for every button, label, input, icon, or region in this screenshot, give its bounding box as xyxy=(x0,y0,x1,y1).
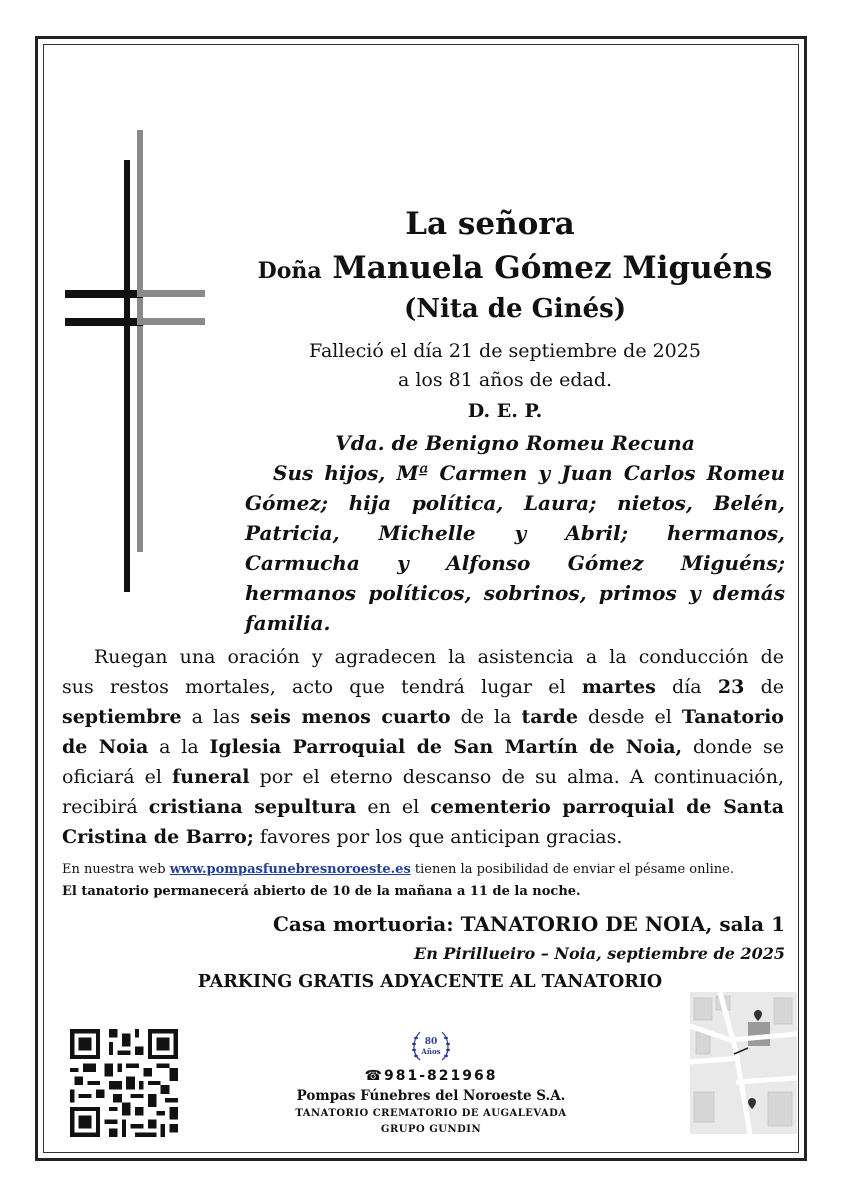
age: a los 81 años de edad. xyxy=(397,369,613,391)
family-line: hermanos políticos, sobrinos, primos y demás xyxy=(245,581,785,605)
ceremony-line: sus restos mortales, acto que tendrá lugar el martes día 23 de xyxy=(62,676,784,698)
badge-number: 80 xyxy=(424,1037,438,1047)
family-line: familia. xyxy=(245,611,331,635)
parking-note: PARKING GRATIS ADYACENTE AL TANATORIO xyxy=(197,972,663,992)
casa-mortuoria: Casa mortuoria: TANATORIO DE NOIA, sala 1 xyxy=(272,912,785,936)
crematorio-name: TANATORIO CREMATORIO DE AUGALEVADA xyxy=(295,1108,567,1119)
nickname: (Nita de Ginés) xyxy=(403,294,627,324)
dep: D. E. P. xyxy=(467,400,543,422)
family-line: Carmucha y Alfonso Gómez Miguéns; xyxy=(245,551,785,575)
company-name: Pompas Fúnebres del Noroeste S.A. xyxy=(296,1088,566,1104)
title-prefix: Doña xyxy=(257,258,322,284)
hours-note: El tanatorio permanecerá abierto de 10 de la mañana a 11 de la noche. xyxy=(62,884,581,899)
widow-line: Vda. de Benigno Romeu Recuna xyxy=(335,431,695,455)
ceremony-line: de Noia a la Iglesia Parroquial de San Martín de Noia, donde se xyxy=(62,736,784,758)
badge-word: Años xyxy=(421,1047,441,1056)
web-note: En nuestra web www.pompasfunebresnoroeste.es tienen la posibilidad de enviar el pésame online. xyxy=(62,862,734,877)
phone-number[interactable]: ☎981-821968 xyxy=(364,1068,498,1084)
deceased-name: Manuela Gómez Miguéns xyxy=(332,250,773,286)
title-la-senora: La señora xyxy=(405,206,575,242)
anniversary-badge-icon xyxy=(408,1024,454,1070)
ceremony-line: Ruegan una oración y agradecen la asistencia a la conducción de xyxy=(94,646,784,668)
family-line: Sus hijos, Mª Carmen y Juan Carlos Romeu xyxy=(273,461,785,485)
deceased-name-line xyxy=(245,250,785,286)
grupo-name: GRUPO GUNDIN xyxy=(380,1124,482,1135)
website-link[interactable]: www.pompasfunebresnoroeste.es xyxy=(169,862,411,877)
place-date: En Pirillueiro – Noia, septiembre de 2025 xyxy=(414,944,785,963)
death-date: Falleció el día 21 de septiembre de 2025 xyxy=(309,340,701,362)
cross-icon xyxy=(62,130,207,592)
ceremony-line: septiembre a las seis menos cuarto de la tarde desde el Tanatorio xyxy=(62,706,784,728)
family-block xyxy=(245,428,785,638)
family-line: Patricia, Michelle y Abril; hermanos, xyxy=(245,521,785,545)
qr-code-icon[interactable] xyxy=(70,1029,178,1137)
ceremony-paragraph xyxy=(62,642,784,852)
ceremony-line: Cristina de Barro; favores por los que anticipan gracias. xyxy=(62,826,623,848)
ceremony-line: oficiará el funeral por el eterno descanso de su alma. A continuación, xyxy=(62,766,785,788)
map-icon[interactable] xyxy=(690,992,797,1134)
ceremony-line: recibirá cristiana sepultura en el cementerio parroquial de Santa xyxy=(62,796,785,818)
family-line: Gómez; hija política, Laura; nietos, Belén, xyxy=(245,491,785,515)
